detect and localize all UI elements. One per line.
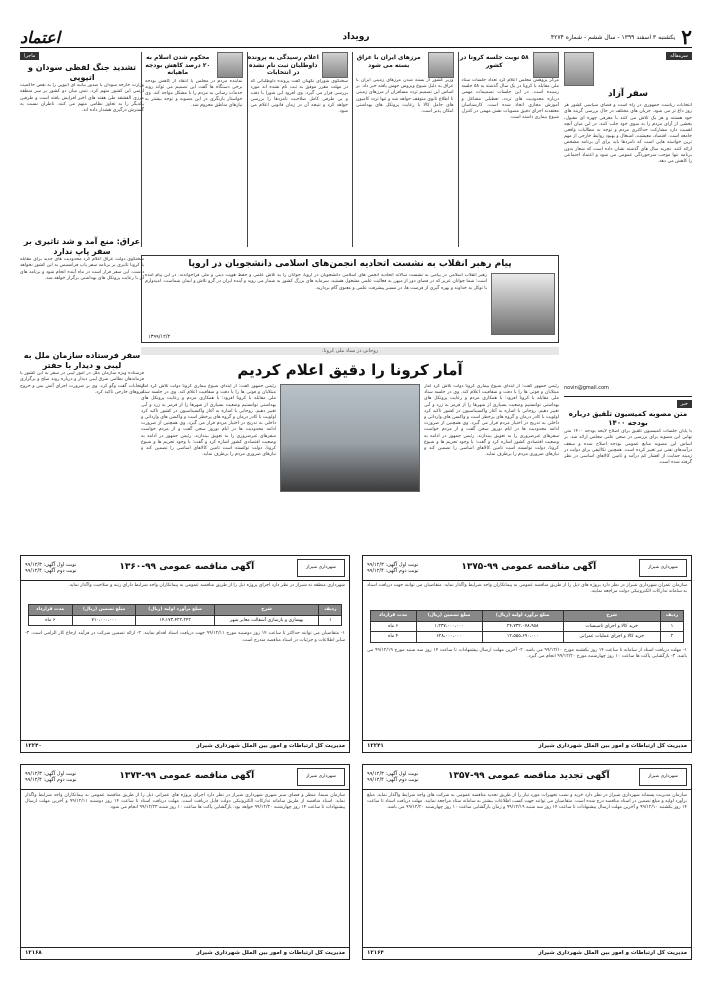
top-news-head xyxy=(353,52,454,78)
ad-header xyxy=(21,556,349,581)
ad-intro: سازمان عمران شهرداری شیراز در نظر دارد پروژه های ذیل را از طریق مناقصه عمومی به پیمانکاران واجد شرایط واگذار نماید. متقاضیان می توانند جهت دریافت اسناد به سامانه تدارکات الکترونیکی دولت مراجعه نمایند. xyxy=(367,583,687,595)
top-news-body: وزیر کشور از بسته شدن مرزهای زمینی ایران با عراق به دلیل شیوع ویروس جهش یافته خبر داد. بر اساس این تصمیم تردد مسافران از مرزهای زمینی تا اطلاع ثانوی متوقف خواهد شد و تنها تردد کامیون های حامل کالا با رعایت پروتکل های بهداشتی امکان پذیر است. xyxy=(356,78,454,114)
ad-table xyxy=(28,604,343,626)
left-story-body: سخنگوی دولت عراق اعلام کرد محدودیت های جدید برای مقابله با کرونا تاثیری بر برنامه سفر پاپ فرانسیس به این کشور نخواهد داشت. این سفر قرار است در ماه آینده انجام شود و برنامه های آن با رعایت پروتکل های بهداشتی برگزار خواهد شد. xyxy=(20,257,144,281)
ad-footer-text: مدیریت کل ارتباطات و امور بین الملل شهرداری شیراز xyxy=(538,743,687,750)
ad-cell: بهسازی و بازسازی آسفالت معابر شهر xyxy=(214,615,319,626)
ad-notes: ۱- متقاضیان می توانند حداکثر تا ساعت ۱۴ روز دوشنبه مورخ ۹۹/۱۲/۱۱ جهت دریافت اسناد اقدام نمایند. ۲- ارائه تضمین شرکت در فرآیند ارجاع کار الزامی است. ۳- سایر اطلاعات و جزئیات در اسناد مناقصه مندرج است. xyxy=(25,631,345,643)
top-news-row xyxy=(141,52,559,247)
ad-logo: شهرداری شیراز xyxy=(639,768,687,786)
ad-title: آگهی مناقصه عمومی ۹۹-۱۳۶۰ xyxy=(119,562,255,573)
left-story-body: فرستاده ویژه سازمان ملل در امور لیبی در سفر به این کشور با فرماندهان نظامی شرق لیبی دیدار و درباره روند صلح و برگزاری انتخابات گفت وگو کرد. وی بر ضرورت اجرای آتش بس و خروج نیروهای خارجی تاکید کرد. xyxy=(20,371,144,395)
column-left xyxy=(20,52,144,542)
ad-cell: ۲ xyxy=(660,632,684,643)
left-story-body: وزارت خارجه سودان با صدور بیانیه ای اتیوپی را به نقض حاکمیت ارضی این کشور متهم کرد. تنش میان دو کشور بر سر منطقه مرزی الفشقه طی هفته های اخیر افزایش یافته است و طرفین یکدیگر را به تجاوز نظامی متهم می کنند. ناظران نسبت به گسترش درگیری هشدار داده اند. xyxy=(20,83,144,113)
ad-dates xyxy=(25,771,77,784)
ad-footer-text: مدیریت کل ارتباطات و امور بین الملل شهرداری شیراز xyxy=(196,743,345,750)
ad-title: آگهی مناقصه عمومی ۹۹-۱۳۷۳ xyxy=(119,771,255,782)
left-tag-wrap xyxy=(20,52,144,60)
top-news-photo xyxy=(428,52,454,78)
ad-header xyxy=(363,556,691,581)
ad-title: آگهی تجدید مناقصه عمومی ۹۹-۱۳۵۷ xyxy=(447,771,610,782)
ad-cell: ۴ ماه xyxy=(370,632,416,643)
top-news-title: محکوم شدن اسلام به ۲۰ درصد کاهش بودجه ماهیانه xyxy=(145,54,211,76)
author-photo xyxy=(564,52,594,86)
ad-code: ۱۲۱۶۴ xyxy=(367,950,384,957)
main-story-title: آمار کرونا را دقیق اعلام کردیم xyxy=(237,361,463,380)
editorial-body: انتخابات ریاست جمهوری در راه است و فضای سیاسی کشور هر روز داغ تر می شود. جریان های مختلف در حال بررسی گزینه های خود هستند و هر یک تلاش می کنند با معرفی چهره ای مقبول، بخشی از آرای مردم را به سوی خود جلب کنند. در این میان آنچه اهمیت دارد مشارکت حداکثری مردم و توجه به مطالبات واقعی جامعه است. اقتصاد، معیشت، اشتغال و بهبود روابط خارجی از مهم ترین خواسته هایی است که نامزدها باید برای آن برنامه مشخص ارائه کنند. تجربه سال های گذشته نشان داده است که شعار بدون برنامه تنها موجب سرخوردگی عمومی می شود و اعتماد اجتماعی را کاهش می دهد. xyxy=(564,103,692,164)
top-news-item xyxy=(352,52,454,247)
editorial-head xyxy=(564,52,692,86)
news-tag: خبر xyxy=(677,400,692,408)
top-news-body: مرکز پژوهش مجلس اعلام کرد تعداد جلسات ستاد ملی مقابله با کرونا در یک سال گذشته به ۵۸ جلسه رسیده است. در این جلسات تصمیمات مهمی درباره محدودیت های تردد، تعطیلی مشاغل و آموزش مجازی اتخاذ شده است. کارشناسان معتقدند اجرای دقیق مصوبات نقش مهمی در کنترل شیوع بیماری داشته است. xyxy=(461,78,559,121)
ad-dates xyxy=(367,562,419,575)
ad-cell: ۶۲۸،۰۰۰،۰۰۰ xyxy=(416,632,482,643)
top-news-photo xyxy=(533,52,559,78)
ad-cell: ۶ ماه xyxy=(28,615,72,626)
ad-logo: شهرداری شیراز xyxy=(297,559,345,577)
ad-cell: ۱،۲۳۷،۰۰۰،۰۰۰ xyxy=(416,621,482,632)
column-right xyxy=(564,52,692,542)
top-news-title: اعلام رسیدگی به پرونده داوطلبان ثبت نام نشده در انتخابات xyxy=(247,54,319,76)
news-title: متن مصوبه کمیسیون تلفیق درباره بودجه ۱۴۰۰ xyxy=(568,409,688,427)
header-right xyxy=(551,25,692,50)
ad-date: نوبت دوم آگهی: ۹۹/۱۲/۴ xyxy=(367,777,419,783)
ad-date: نوبت اول آگهی: ۹۹/۱۲/۳ xyxy=(25,770,77,777)
ad-table-header: مبلغ برآورد اولیه (ریال) xyxy=(482,611,563,622)
left-story-title: تشدید جنگ لفظی سودان و اتیوپی xyxy=(28,63,136,83)
top-news-photo xyxy=(322,52,348,78)
editorial-tag: سرمقاله xyxy=(666,52,692,60)
author-email: novin@gmail.com xyxy=(564,385,609,392)
ad-dates xyxy=(367,771,419,784)
main-story-body: رئیس جمهور گفت: از ابتدای شیوع بیماری کرونا دولت تلاش کرد آمار مبتلایان و فوتی ها را با دقت و شفافیت اعلام کند. وی در جلسه ستاد ملی مقابله با کرونا افزود: با همکاری مردم و رعایت پروتکل های بهداشتی توانستیم وضعیت بسیاری از شهرها را از قرمز به زرد و آبی تغییر دهیم. روحانی با اشاره به آغاز واکسیناسیون در کشور تاکید کرد اولویت با کادر درمان و گروه های پرخطر است و واکسن های وارداتی و داخلی به تدریج در اختیار مردم قرار می گیرد. وی همچنین از ضرورت ادامه محدودیت ها در ایام نوروز سخن گفت و از مردم خواست سفرهای غیرضروری را به تعویق بیندازند. رئیس جمهور در ادامه به وضعیت اقتصادی کشور اشاره کرد و گفت: با وجود تحریم ها و شیوع کرونا، دولت توانسته است تامین کالاهای اساسی را تضمین کند و نیازهای ضروری مردم را برطرف نماید. xyxy=(141,384,276,458)
ad-table-header: مبلغ تضمین (ریال) xyxy=(72,605,136,616)
ad-table-header: مبلغ برآورد اولیه (ریال) xyxy=(136,605,214,616)
ad-date: نوبت اول آگهی: ۹۹/۱۲/۳ xyxy=(25,561,77,568)
ad-table xyxy=(370,610,685,643)
newspaper-logo: اعتماد xyxy=(20,27,61,47)
ad-header xyxy=(363,765,691,790)
news-box xyxy=(564,396,692,530)
section-title: رویداد xyxy=(342,31,370,42)
main-story-kicker: روحانی در ستاد ملی کرونا: xyxy=(141,347,559,355)
ad-footer xyxy=(363,740,691,752)
ad-table-header: ردیف xyxy=(660,611,684,622)
ad-date: نوبت اول آگهی: ۹۹/۱۲/۳ xyxy=(367,561,419,568)
table-row xyxy=(370,632,684,643)
ad-header xyxy=(21,765,349,790)
top-news-item xyxy=(458,52,560,247)
left-story-title: عراق: منع آمد و شد تاثیری بر سفر پاپ ندارد xyxy=(23,237,141,257)
ad-date: نوبت دوم آگهی: ۹۹/۱۲/۴ xyxy=(367,568,419,574)
top-news-title: مرزهای ایران با عراق بسته می شود xyxy=(356,54,421,69)
ad-cell: خرید کالا و اجرای تاسیسات xyxy=(563,621,660,632)
leader-story-body: رهبر انقلاب اسلامی در پیامی به نشست سالانه اتحادیه انجمن های اسلامی دانشجویان در اروپا، جوانان را به تلاش علمی و حفظ هویت دینی و ملی فراخواندند. در این پیام آمده است: شما جوانان عزیز که در فضای دور از میهن به فعالیت علمی مشغول هستید، سرمایه های بزرگ کشور به شمار می روید و آینده ایران در گرو تلاش و ایمان شماست. امیدوارم با توکل به خداوند و بهره گیری از فرصت ها، در مسیر پیشرفت علمی و معنوی گام بردارید. xyxy=(145,273,487,291)
tender-ad xyxy=(20,764,350,960)
ad-cell: ۶ ماه xyxy=(370,621,416,632)
main-story xyxy=(141,347,559,542)
leader-story xyxy=(141,255,559,343)
ad-cell: ۷۱۰،۰۰۰،۰۰۰ xyxy=(72,615,136,626)
leader-photo xyxy=(491,273,555,335)
ad-footer xyxy=(363,947,691,959)
tender-ad xyxy=(362,555,692,753)
ad-footer-text: مدیریت کل ارتباطات و امور بین الملل شهرداری شیراز xyxy=(196,950,345,957)
leader-story-content xyxy=(142,273,558,335)
ad-intro: سازمان سیما، منظر و فضای سبز شهری شهرداری شیراز در نظر دارد اجرای پروژه های عمرانی ذیل را از طریق مناقصه عمومی به پیمانکاران واجد شرایط واگذار نماید. اسناد مناقصه از طریق سامانه تدارکات الکترونیکی دولت قابل دریافت است. مهلت دریافت اسناد تا ساعت ۱۴ روز دوشنبه ۹۹/۱۲/۱۱ و آخرین مهلت ارسال پیشنهادات تا ساعت ۱۴ روز چهارشنبه ۹۹/۱۲/۲۰ خواهد بود. بازگشایی پاکت ها ساعت ۱۰ روز شنبه ۹۹/۱۲/۲۳ انجام می شود. xyxy=(25,793,345,811)
news-body: با پایان جلسات کمیسیون تلفیق برای اصلاح لایحه بودجه ۱۴۰۰ متن نهایی این مصوبه برای بررسی در صحن علنی مجلس ارائه شد. بر اساس این مصوبه منابع عمومی بودجه اصلاح شده و سقف درآمدهای نفتی نیز تغییر کرده است. همچنین تکالیفی برای دولت در زمینه حمایت از اقشار کم درآمد و تامین کالاهای اساسی در نظر گرفته شده است. xyxy=(564,429,692,466)
ad-table-header: مبلغ تضمین (ریال) xyxy=(416,611,482,622)
top-news-body: سخنگوی شورای نگهبان گفت پرونده داوطلبانی که در مهلت مقرر موفق به ثبت نام نشده اند مورد بررسی قرار می گیرد. وی افزود این شورا با دقت و بی طرفی کامل صلاحیت نامزدها را بررسی خواهد کرد و نتیجه آن در زمان قانونی اعلام می شود. xyxy=(250,78,348,115)
ad-cell: ۲۴،۷۳۲،۰۷۸،۹۵۸ xyxy=(482,621,563,632)
dateline: یکشنبه ۳ اسفند ۱۳۹۹ - سال ششم - شماره ۴۲۷۴ xyxy=(550,33,676,41)
table-row xyxy=(370,621,684,632)
ad-dates xyxy=(25,562,77,575)
leader-story-date: ۱۳۹۹/۱۲/۲ xyxy=(148,333,171,340)
ad-cell: ۱ xyxy=(319,615,342,626)
ad-table-header: ردیف xyxy=(319,605,342,616)
ad-cell: ۱۴،۱۷۳،۴۲۲،۲۴۲ xyxy=(136,615,214,626)
ad-intro: شهرداری منطقه نه شیراز در نظر دارد اجرای پروژه ذیل را از طریق مناقصه عمومی به پیمانکاران واجد شرایط دارای رتبه و صلاحیت واگذار نماید. xyxy=(68,583,345,588)
top-news-item xyxy=(141,52,243,247)
ad-date: نوبت دوم آگهی: ۹۹/۱۲/۴ xyxy=(25,568,77,574)
left-story-title: سفر فرستاده سازمان ملل به لیبی و دیدار با حفتر xyxy=(23,351,141,371)
ad-footer xyxy=(21,947,349,959)
left-column-tag: ماجرا xyxy=(20,52,39,60)
ad-footer xyxy=(21,740,349,752)
editorial-title: سفر آزاد xyxy=(607,89,649,99)
ad-table-header: شرح xyxy=(563,611,660,622)
top-news-head xyxy=(142,52,243,79)
tender-ad xyxy=(20,555,350,753)
ad-footer-text: مدیریت کل ارتباطات و امور بین الملل شهرداری شیراز xyxy=(538,950,687,957)
table-row xyxy=(28,615,342,626)
main-story-content xyxy=(141,384,559,534)
top-news-photo xyxy=(217,52,243,78)
top-news-title: ۵۸ نوبت جلسه کرونا در کشور xyxy=(459,54,529,69)
page-header xyxy=(20,25,692,49)
ad-logo: شهرداری شیراز xyxy=(639,559,687,577)
ad-date: نوبت اول آگهی: ۹۹/۱۲/۳ xyxy=(367,770,419,777)
ad-logo: شهرداری شیراز xyxy=(297,768,345,786)
leader-story-title: پیام رهبر انقلاب به نشست اتحادیه انجمن‌های اسلامی دانشجویان در اروپا xyxy=(188,259,512,269)
ad-title: آگهی مناقصه عمومی ۹۹-۱۳۷۵ xyxy=(461,562,597,573)
ad-notes: ۱- مهلت دریافت اسناد از سامانه تا ساعت ۱۴ روز یکشنبه مورخ ۹۹/۱۲/۱۰ می باشد. ۲- آخرین مهلت ارسال پیشنهادات تا ساعت ۱۴ روز سه شنبه مورخ ۹۹/۱۲/۱۹ می باشد. ۳- بازگشایی پاکت ها ساعت ۱۰ روز چهارشنبه مورخ ۹۹/۱۲/۲۰ انجام می گیرد. xyxy=(367,648,687,660)
tender-ad xyxy=(362,764,692,960)
ad-intro: سازمان مدیریت پسماند شهرداری شیراز در نظر دارد خرید و نصب تجهیزات مورد نیاز را از طریق تجدید مناقصه عمومی به شرکت های واجد شرایط واگذار نماید. مبلغ برآورد اولیه و مبلغ تضمین در اسناد مناقصه درج شده است. متقاضیان می توانند جهت کسب اطلاعات بیشتر به سامانه ستاد مراجعه نمایند. مهلت دریافت اسناد تا ساعت ۱۴ روز یکشنبه ۹۹/۱۲/۱۰ و آخرین مهلت ارسال پیشنهادات تا ساعت ۱۴ روز سه شنبه ۹۹/۱۲/۱۹ و زمان بازگشایی ساعت ۱۰ روز چهارشنبه ۹۹/۱۲/۲۰ می باشد. xyxy=(367,793,687,811)
main-story-body: رئیس جمهور گفت: از ابتدای شیوع بیماری کرونا دولت تلاش کرد آمار مبتلایان و فوتی ها را با دقت و شفافیت اعلام کند. وی در جلسه ستاد ملی مقابله با کرونا افزود: با همکاری مردم و رعایت پروتکل های بهداشتی توانستیم وضعیت بسیاری از شهرها را از قرمز به زرد و آبی تغییر دهیم. روحانی با اشاره به آغاز واکسیناسیون در کشور تاکید کرد اولویت با کادر درمان و گروه های پرخطر است و واکسن های وارداتی و داخلی به تدریج در اختیار مردم قرار می گیرد. وی همچنین از ضرورت ادامه محدودیت ها در ایام نوروز سخن گفت و از مردم خواست سفرهای غیرضروری را به تعویق بیندازند. رئیس جمهور در ادامه به وضعیت اقتصادی کشور اشاره کرد و گفت: با وجود تحریم ها و شیوع کرونا، دولت توانسته است تامین کالاهای اساسی را تضمین کند و نیازهای ضروری مردم را برطرف نماید. xyxy=(424,384,559,458)
page-number: ۲ xyxy=(681,25,692,49)
ad-code: ۱۲۱۶۸ xyxy=(25,950,42,957)
top-news-item xyxy=(247,52,349,247)
ad-cell: خرید کالا و اجرای عملیات عمرانی xyxy=(563,632,660,643)
ad-cell: ۱۲،۵۵۵،۶۹۰،۰۰۰ xyxy=(482,632,563,643)
ad-code: ۱۲۲۴۱ xyxy=(367,743,384,750)
ad-code: ۱۲۲۴۰ xyxy=(25,743,42,750)
ad-table-header: مدت قرارداد xyxy=(28,605,72,616)
top-news-body: نماینده مردم در مجلس با انتقاد از کاهش بودجه برخی دستگاه ها گفت این تصمیم می تواند روند خدمات رسانی به مردم را با مشکل مواجه کند. وی خواستار بازنگری در این مصوبه و توجه بیشتر به نیازهای مناطق محروم شد. xyxy=(145,78,243,109)
main-story-photo xyxy=(280,384,420,492)
ad-table-header: مدت قرارداد xyxy=(370,611,416,622)
top-news-head xyxy=(459,52,560,78)
ad-table-header: شرح xyxy=(214,605,319,616)
ad-cell: ۱ xyxy=(660,621,684,632)
top-news-head xyxy=(248,52,349,79)
ad-date: نوبت دوم آگهی: ۹۹/۱۲/۴ xyxy=(25,777,77,783)
